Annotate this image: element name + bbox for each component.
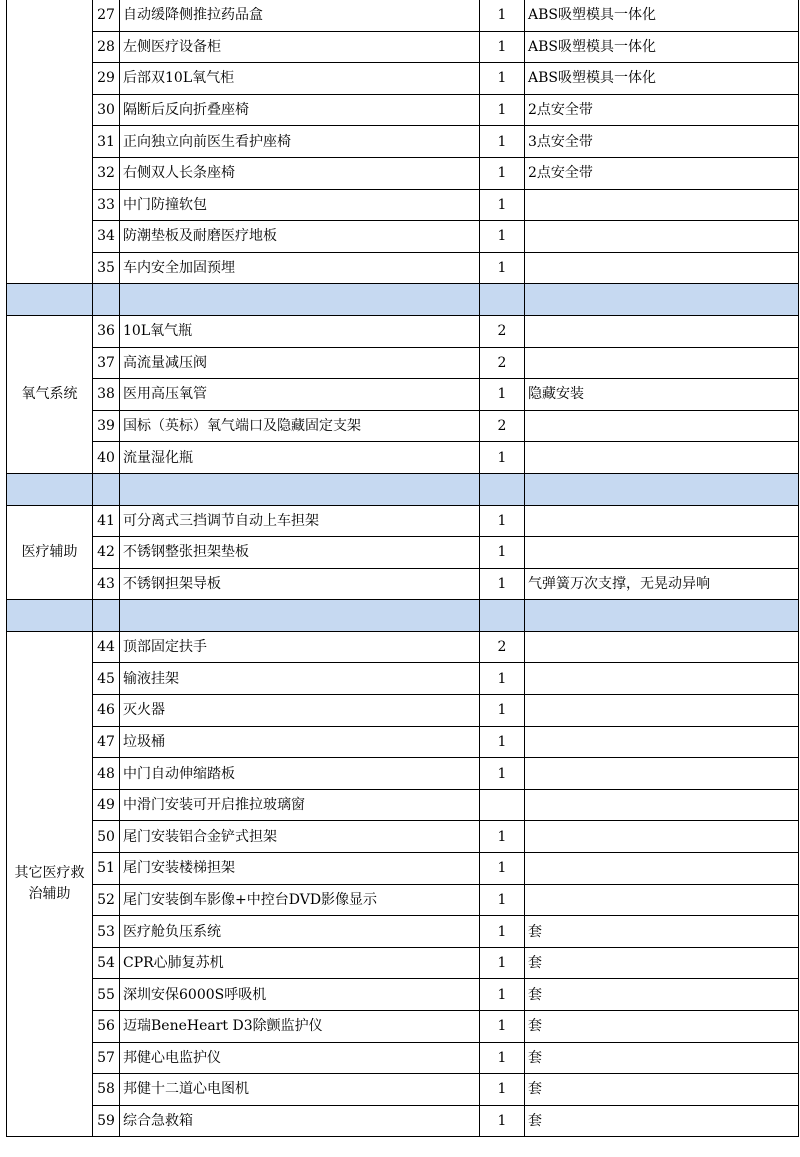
- item-number: 40: [93, 442, 120, 474]
- item-note: [525, 821, 799, 853]
- item-quantity: 1: [480, 126, 525, 158]
- equipment-table-body: [7, 0, 799, 1137]
- item-number: 29: [93, 63, 120, 95]
- table-row: [7, 379, 799, 411]
- item-quantity: 2: [480, 315, 525, 347]
- item-number: 33: [93, 189, 120, 221]
- item-name: 高流量减压阀: [120, 347, 480, 379]
- item-name: 综合急救箱: [120, 1105, 480, 1137]
- table-row: [7, 663, 799, 695]
- item-number: 41: [93, 505, 120, 537]
- item-note: [525, 695, 799, 727]
- item-number: 49: [93, 789, 120, 821]
- item-note: 隐藏安装: [525, 379, 799, 411]
- item-quantity: 2: [480, 347, 525, 379]
- item-number: 44: [93, 631, 120, 663]
- category-cell: [7, 0, 93, 284]
- separator-cell: [480, 284, 525, 316]
- item-note: [525, 410, 799, 442]
- item-number: 56: [93, 1011, 120, 1043]
- item-number: 50: [93, 821, 120, 853]
- separator-cell: [120, 284, 480, 316]
- table-row: [7, 853, 799, 885]
- item-number: 37: [93, 347, 120, 379]
- item-note: 套: [525, 1042, 799, 1074]
- item-note: [525, 884, 799, 916]
- item-quantity: 1: [480, 157, 525, 189]
- item-name: 输液挂架: [120, 663, 480, 695]
- item-quantity: 1: [480, 663, 525, 695]
- item-name: 尾门安装楼梯担架: [120, 853, 480, 885]
- item-quantity: [480, 789, 525, 821]
- item-quantity: 1: [480, 63, 525, 95]
- item-note: [525, 505, 799, 537]
- separator-cell: [93, 284, 120, 316]
- item-name: 医疗舱负压系统: [120, 916, 480, 948]
- item-number: 46: [93, 695, 120, 727]
- item-quantity: 1: [480, 568, 525, 600]
- item-note: 3点安全带: [525, 126, 799, 158]
- item-quantity: 1: [480, 221, 525, 253]
- table-row: [7, 410, 799, 442]
- item-note: 气弹簧万次支撑，无晃动异响: [525, 568, 799, 600]
- table-row: [7, 821, 799, 853]
- table-row: [7, 726, 799, 758]
- item-note: [525, 789, 799, 821]
- item-name: 国标（英标）氧气端口及隐藏固定支架: [120, 410, 480, 442]
- item-name: 正向独立向前医生看护座椅: [120, 126, 480, 158]
- item-quantity: 1: [480, 31, 525, 63]
- table-row: [7, 315, 799, 347]
- table-row: [7, 157, 799, 189]
- table-row: [7, 884, 799, 916]
- item-name: 左侧医疗设备柜: [120, 31, 480, 63]
- table-row: [7, 1074, 799, 1106]
- item-note: [525, 347, 799, 379]
- item-name: 尾门安装铝合金铲式担架: [120, 821, 480, 853]
- equipment-table: [6, 0, 799, 1137]
- item-number: 32: [93, 157, 120, 189]
- item-note: [525, 631, 799, 663]
- item-note: [525, 726, 799, 758]
- item-number: 54: [93, 947, 120, 979]
- separator-cell: [93, 600, 120, 632]
- item-number: 47: [93, 726, 120, 758]
- item-number: 35: [93, 252, 120, 284]
- table-row: [7, 1105, 799, 1137]
- item-name: 医用高压氧管: [120, 379, 480, 411]
- separator-cell: [7, 600, 93, 632]
- item-number: 48: [93, 758, 120, 790]
- item-name: 不锈钢担架导板: [120, 568, 480, 600]
- item-quantity: 1: [480, 1074, 525, 1106]
- item-quantity: 1: [480, 726, 525, 758]
- table-row: [7, 347, 799, 379]
- separator-cell: [120, 473, 480, 505]
- item-quantity: 1: [480, 853, 525, 885]
- item-note: 2点安全带: [525, 94, 799, 126]
- item-note: [525, 537, 799, 569]
- item-name: 隔断后反向折叠座椅: [120, 94, 480, 126]
- table-row: [7, 94, 799, 126]
- item-name: 可分离式三挡调节自动上车担架: [120, 505, 480, 537]
- table-row: [7, 31, 799, 63]
- item-name: 深圳安保6000S呼吸机: [120, 979, 480, 1011]
- item-number: 59: [93, 1105, 120, 1137]
- item-name: 10L氧气瓶: [120, 315, 480, 347]
- item-note: [525, 663, 799, 695]
- item-number: 42: [93, 537, 120, 569]
- separator-cell: [7, 473, 93, 505]
- item-number: 38: [93, 379, 120, 411]
- item-note: [525, 252, 799, 284]
- item-number: 34: [93, 221, 120, 253]
- item-quantity: 1: [480, 442, 525, 474]
- section-separator-row: [7, 600, 799, 632]
- item-name: 右侧双人长条座椅: [120, 157, 480, 189]
- item-quantity: 1: [480, 94, 525, 126]
- item-number: 52: [93, 884, 120, 916]
- category-cell: 氧气系统: [7, 315, 93, 473]
- item-note: ABS吸塑模具一体化: [525, 63, 799, 95]
- item-note: 套: [525, 1011, 799, 1043]
- item-name: 灭火器: [120, 695, 480, 727]
- table-row: [7, 126, 799, 158]
- table-row: [7, 221, 799, 253]
- item-note: 套: [525, 1074, 799, 1106]
- item-quantity: 1: [480, 979, 525, 1011]
- separator-cell: [120, 600, 480, 632]
- separator-cell: [480, 473, 525, 505]
- item-name: 后部双10L氧气柜: [120, 63, 480, 95]
- category-cell: 其它医疗救治辅助: [7, 631, 93, 1137]
- item-number: 43: [93, 568, 120, 600]
- item-note: [525, 758, 799, 790]
- separator-cell: [525, 284, 799, 316]
- item-name: 不锈钢整张担架垫板: [120, 537, 480, 569]
- table-row: [7, 505, 799, 537]
- table-row: [7, 189, 799, 221]
- item-quantity: 1: [480, 1105, 525, 1137]
- item-quantity: 1: [480, 947, 525, 979]
- table-row: [7, 631, 799, 663]
- item-quantity: 1: [480, 821, 525, 853]
- table-row: [7, 1042, 799, 1074]
- item-name: 垃圾桶: [120, 726, 480, 758]
- item-quantity: 2: [480, 410, 525, 442]
- separator-cell: [525, 473, 799, 505]
- separator-cell: [93, 473, 120, 505]
- category-cell: 医疗辅助: [7, 505, 93, 600]
- item-quantity: 1: [480, 758, 525, 790]
- separator-cell: [480, 600, 525, 632]
- item-number: 30: [93, 94, 120, 126]
- item-quantity: 2: [480, 631, 525, 663]
- item-number: 53: [93, 916, 120, 948]
- item-quantity: 1: [480, 252, 525, 284]
- table-row: [7, 789, 799, 821]
- item-quantity: 1: [480, 1011, 525, 1043]
- item-quantity: 1: [480, 537, 525, 569]
- item-note: [525, 221, 799, 253]
- table-row: [7, 442, 799, 474]
- table-row: [7, 63, 799, 95]
- table-row: [7, 568, 799, 600]
- table-row: [7, 947, 799, 979]
- table-row: [7, 979, 799, 1011]
- item-quantity: 1: [480, 379, 525, 411]
- item-name: 邦健十二道心电图机: [120, 1074, 480, 1106]
- item-number: 51: [93, 853, 120, 885]
- item-name: 防潮垫板及耐磨医疗地板: [120, 221, 480, 253]
- table-row: [7, 1011, 799, 1043]
- item-quantity: 1: [480, 695, 525, 727]
- item-note: [525, 853, 799, 885]
- item-number: 58: [93, 1074, 120, 1106]
- item-quantity: 1: [480, 1042, 525, 1074]
- table-row: [7, 0, 799, 31]
- separator-cell: [525, 600, 799, 632]
- item-name: 中滑门安装可开启推拉玻璃窗: [120, 789, 480, 821]
- item-name: 迈瑞BeneHeart D3除颤监护仪: [120, 1011, 480, 1043]
- item-name: 尾门安装倒车影像+中控台DVD影像显示: [120, 884, 480, 916]
- item-number: 45: [93, 663, 120, 695]
- item-number: 39: [93, 410, 120, 442]
- section-separator-row: [7, 284, 799, 316]
- item-name: 顶部固定扶手: [120, 631, 480, 663]
- item-note: [525, 442, 799, 474]
- table-row: [7, 758, 799, 790]
- item-name: 流量湿化瓶: [120, 442, 480, 474]
- item-note: 套: [525, 1105, 799, 1137]
- item-number: 55: [93, 979, 120, 1011]
- item-number: 31: [93, 126, 120, 158]
- item-number: 36: [93, 315, 120, 347]
- item-note: 套: [525, 979, 799, 1011]
- item-note: ABS吸塑模具一体化: [525, 31, 799, 63]
- item-name: 中门自动伸缩踏板: [120, 758, 480, 790]
- item-quantity: 1: [480, 884, 525, 916]
- item-note: 套: [525, 916, 799, 948]
- table-row: [7, 252, 799, 284]
- separator-cell: [7, 284, 93, 316]
- item-number: 27: [93, 0, 120, 31]
- item-quantity: 1: [480, 189, 525, 221]
- item-name: CPR心肺复苏机: [120, 947, 480, 979]
- item-number: 28: [93, 31, 120, 63]
- section-separator-row: [7, 473, 799, 505]
- item-note: [525, 315, 799, 347]
- item-number: 57: [93, 1042, 120, 1074]
- item-name: 自动缓降侧推拉药品盒: [120, 0, 480, 31]
- item-name: 车内安全加固预埋: [120, 252, 480, 284]
- item-note: 套: [525, 947, 799, 979]
- item-quantity: 1: [480, 916, 525, 948]
- item-note: ABS吸塑模具一体化: [525, 0, 799, 31]
- item-quantity: 1: [480, 505, 525, 537]
- item-name: 中门防撞软包: [120, 189, 480, 221]
- item-note: 2点安全带: [525, 157, 799, 189]
- item-note: [525, 189, 799, 221]
- item-quantity: 1: [480, 0, 525, 31]
- table-row: [7, 695, 799, 727]
- item-name: 邦健心电监护仪: [120, 1042, 480, 1074]
- table-row: [7, 916, 799, 948]
- table-row: [7, 537, 799, 569]
